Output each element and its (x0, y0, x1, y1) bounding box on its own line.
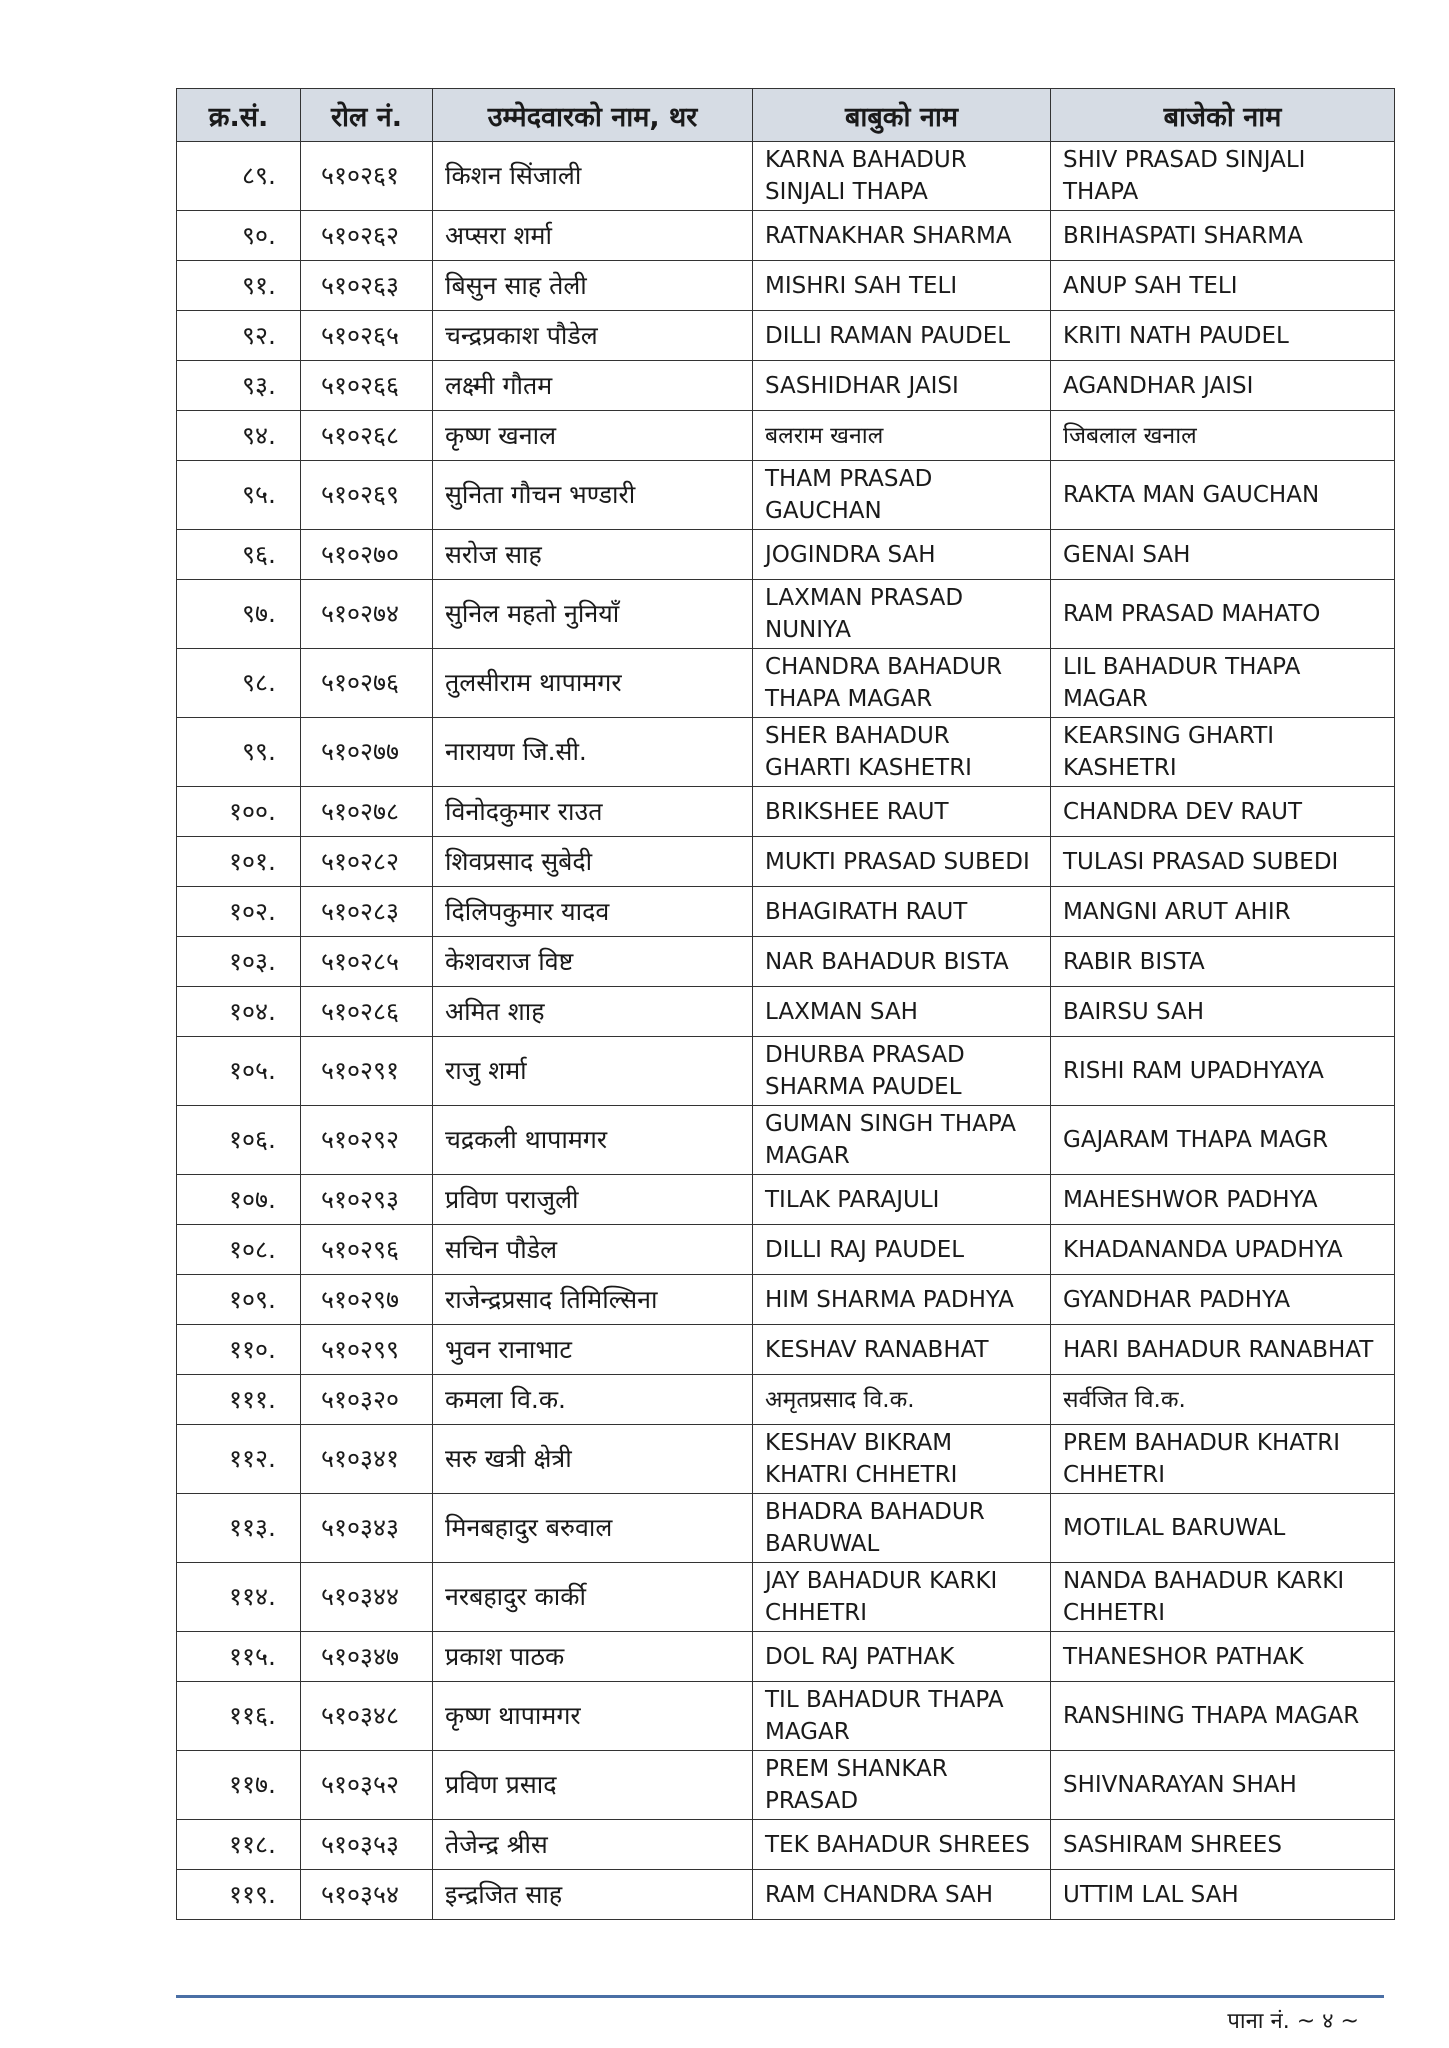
candidate-name-cell: कमला वि.क. (433, 1375, 753, 1425)
serial-cell: ९२. (177, 311, 301, 361)
table-row (177, 1425, 1395, 1494)
serial-cell: ९१. (177, 261, 301, 311)
page-number: पाना नं. ~ ४ ~ (1227, 2009, 1359, 2034)
father-name-cell: SASHIDHAR JAISI (753, 361, 1051, 411)
grandfather-name-cell: SHIVNARAYAN SHAH (1051, 1751, 1395, 1820)
table-row (177, 461, 1395, 530)
candidate-name-cell: अप्सरा शर्मा (433, 211, 753, 261)
table-row (177, 787, 1395, 837)
candidate-name-cell: सुनिल महतो नुनियाँ (433, 580, 753, 649)
father-name-cell: DHURBA PRASAD SHARMA PAUDEL (753, 1037, 1051, 1106)
candidate-name-cell: केशवराज विष्ट (433, 937, 753, 987)
grandfather-name-cell: RABIR BISTA (1051, 937, 1395, 987)
roll-cell: ५१०२७० (301, 530, 433, 580)
table-row (177, 837, 1395, 887)
serial-cell: ११०. (177, 1325, 301, 1375)
father-name-cell: BRIKSHEE RAUT (753, 787, 1051, 837)
father-name-cell: बलराम खनाल (753, 411, 1051, 461)
table-row (177, 1751, 1395, 1820)
results-table (176, 88, 1395, 1920)
grandfather-name-cell: LIL BAHADUR THAPA MAGAR (1051, 649, 1395, 718)
roll-cell: ५१०२६५ (301, 311, 433, 361)
grandfather-name-cell: RANSHING THAPA MAGAR (1051, 1682, 1395, 1751)
table-row (177, 1275, 1395, 1325)
father-name-cell: DILLI RAMAN PAUDEL (753, 311, 1051, 361)
roll-cell: ५१०२६३ (301, 261, 433, 311)
father-name-cell: MUKTI PRASAD SUBEDI (753, 837, 1051, 887)
table-header-row (177, 89, 1395, 142)
roll-cell: ५१०३४३ (301, 1494, 433, 1563)
table-row (177, 718, 1395, 787)
grandfather-name-cell: THANESHOR PATHAK (1051, 1632, 1395, 1682)
roll-cell: ५१०२६२ (301, 211, 433, 261)
candidate-name-cell: नारायण जि.सी. (433, 718, 753, 787)
father-name-cell: LAXMAN PRASAD NUNIYA (753, 580, 1051, 649)
father-name-cell: SHER BAHADUR GHARTI KASHETRI (753, 718, 1051, 787)
candidate-name-cell: प्रकाश पाठक (433, 1632, 753, 1682)
candidate-name-cell: अमित शाह (433, 987, 753, 1037)
candidate-name-cell: सुनिता गौचन भण्डारी (433, 461, 753, 530)
roll-cell: ५१०२९३ (301, 1175, 433, 1225)
father-name-cell: DILLI RAJ PAUDEL (753, 1225, 1051, 1275)
table-row (177, 530, 1395, 580)
candidate-name-cell: चन्द्रप्रकाश पौडेल (433, 311, 753, 361)
table-row (177, 1870, 1395, 1920)
table-row (177, 142, 1395, 211)
father-name-cell: NAR BAHADUR BISTA (753, 937, 1051, 987)
roll-cell: ५१०२७८ (301, 787, 433, 837)
father-name-cell: KESHAV RANABHAT (753, 1325, 1051, 1375)
serial-cell: ९३. (177, 361, 301, 411)
grandfather-name-cell: RAKTA MAN GAUCHAN (1051, 461, 1395, 530)
roll-cell: ५१०३५४ (301, 1870, 433, 1920)
roll-cell: ५१०२९२ (301, 1106, 433, 1175)
candidate-name-cell: सरोज साह (433, 530, 753, 580)
table-row (177, 649, 1395, 718)
serial-cell: १०२. (177, 887, 301, 937)
serial-cell: १०७. (177, 1175, 301, 1225)
grandfather-name-cell: KRITI NATH PAUDEL (1051, 311, 1395, 361)
father-name-cell: LAXMAN SAH (753, 987, 1051, 1037)
table-row (177, 1682, 1395, 1751)
serial-cell: १०६. (177, 1106, 301, 1175)
grandfather-name-cell: KHADANANDA UPADHYA (1051, 1225, 1395, 1275)
serial-cell: ९८. (177, 649, 301, 718)
grandfather-name-cell: AGANDHAR JAISI (1051, 361, 1395, 411)
candidate-name-cell: मिनबहादुर बरुवाल (433, 1494, 753, 1563)
father-name-cell: TILAK PARAJULI (753, 1175, 1051, 1225)
roll-cell: ५१०३४१ (301, 1425, 433, 1494)
roll-cell: ५१०२९६ (301, 1225, 433, 1275)
grandfather-name-cell: NANDA BAHADUR KARKI CHHETRI (1051, 1563, 1395, 1632)
serial-cell: ११७. (177, 1751, 301, 1820)
table-row (177, 311, 1395, 361)
father-name-cell: RAM CHANDRA SAH (753, 1870, 1051, 1920)
table-row (177, 1820, 1395, 1870)
serial-cell: ९७. (177, 580, 301, 649)
grandfather-name-cell: GENAI SAH (1051, 530, 1395, 580)
table-row (177, 1037, 1395, 1106)
header-roll: रोल नं. (301, 89, 433, 142)
serial-cell: ९४. (177, 411, 301, 461)
header-grandfather-name: बाजेको नाम (1051, 89, 1395, 142)
candidate-name-cell: तुलसीराम थापामगर (433, 649, 753, 718)
candidate-name-cell: भुवन रानाभाट (433, 1325, 753, 1375)
grandfather-name-cell: BAIRSU SAH (1051, 987, 1395, 1037)
grandfather-name-cell: BRIHASPATI SHARMA (1051, 211, 1395, 261)
father-name-cell: HIM SHARMA PADHYA (753, 1275, 1051, 1325)
father-name-cell: PREM SHANKAR PRASAD (753, 1751, 1051, 1820)
roll-cell: ५१०३४७ (301, 1632, 433, 1682)
serial-cell: ११२. (177, 1425, 301, 1494)
father-name-cell: MISHRI SAH TELI (753, 261, 1051, 311)
serial-cell: ११९. (177, 1870, 301, 1920)
candidate-name-cell: तेजेन्द्र श्रीस (433, 1820, 753, 1870)
candidate-name-cell: सरु खत्री क्षेत्री (433, 1425, 753, 1494)
roll-cell: ५१०३५२ (301, 1751, 433, 1820)
header-candidate-name: उम्मेदवारको नाम, थर (433, 89, 753, 142)
father-name-cell: TIL BAHADUR THAPA MAGAR (753, 1682, 1051, 1751)
father-name-cell: GUMAN SINGH THAPA MAGAR (753, 1106, 1051, 1175)
candidate-name-cell: बिसुन साह तेली (433, 261, 753, 311)
serial-cell: ११५. (177, 1632, 301, 1682)
father-name-cell: KESHAV BIKRAM KHATRI CHHETRI (753, 1425, 1051, 1494)
grandfather-name-cell: PREM BAHADUR KHATRI CHHETRI (1051, 1425, 1395, 1494)
roll-cell: ५१०२६६ (301, 361, 433, 411)
father-name-cell: अमृतप्रसाद वि.क. (753, 1375, 1051, 1425)
header-serial: क्र.सं. (177, 89, 301, 142)
table-row (177, 411, 1395, 461)
footer-rule (176, 1995, 1384, 1998)
roll-cell: ५१०२९१ (301, 1037, 433, 1106)
father-name-cell: THAM PRASAD GAUCHAN (753, 461, 1051, 530)
candidate-name-cell: शिवप्रसाद सुबेदी (433, 837, 753, 887)
candidate-name-cell: किशन सिंजाली (433, 142, 753, 211)
grandfather-name-cell: UTTIM LAL SAH (1051, 1870, 1395, 1920)
candidate-name-cell: राजेन्द्रप्रसाद तिमिल्सिना (433, 1275, 753, 1325)
roll-cell: ५१०२८३ (301, 887, 433, 937)
father-name-cell: RATNAKHAR SHARMA (753, 211, 1051, 261)
grandfather-name-cell: CHANDRA DEV RAUT (1051, 787, 1395, 837)
serial-cell: ११४. (177, 1563, 301, 1632)
roll-cell: ५१०३५३ (301, 1820, 433, 1870)
serial-cell: ११६. (177, 1682, 301, 1751)
candidate-name-cell: चद्रकली थापामगर (433, 1106, 753, 1175)
table-row (177, 1175, 1395, 1225)
table-row (177, 1494, 1395, 1563)
candidate-name-cell: प्रविण प्रसाद (433, 1751, 753, 1820)
father-name-cell: TEK BAHADUR SHREES (753, 1820, 1051, 1870)
grandfather-name-cell: सर्वजित वि.क. (1051, 1375, 1395, 1425)
father-name-cell: BHADRA BAHADUR BARUWAL (753, 1494, 1051, 1563)
serial-cell: ९०. (177, 211, 301, 261)
roll-cell: ५१०२८६ (301, 987, 433, 1037)
grandfather-name-cell: SHIV PRASAD SINJALI THAPA (1051, 142, 1395, 211)
serial-cell: १०५. (177, 1037, 301, 1106)
serial-cell: १०१. (177, 837, 301, 887)
serial-cell: ९५. (177, 461, 301, 530)
father-name-cell: JOGINDRA SAH (753, 530, 1051, 580)
header-father-name: बाबुको नाम (753, 89, 1051, 142)
roll-cell: ५१०२८५ (301, 937, 433, 987)
roll-cell: ५१०२८२ (301, 837, 433, 887)
grandfather-name-cell: ANUP SAH TELI (1051, 261, 1395, 311)
roll-cell: ५१०२९७ (301, 1275, 433, 1325)
candidate-name-cell: इन्द्रजित साह (433, 1870, 753, 1920)
grandfather-name-cell: KEARSING GHARTI KASHETRI (1051, 718, 1395, 787)
candidate-name-cell: प्रविण पराजुली (433, 1175, 753, 1225)
table-row (177, 580, 1395, 649)
table-row (177, 211, 1395, 261)
table-row (177, 1632, 1395, 1682)
grandfather-name-cell: SASHIRAM SHREES (1051, 1820, 1395, 1870)
table-row (177, 1225, 1395, 1275)
roll-cell: ५१०२७७ (301, 718, 433, 787)
roll-cell: ५१०३४४ (301, 1563, 433, 1632)
father-name-cell: BHAGIRATH RAUT (753, 887, 1051, 937)
serial-cell: ११३. (177, 1494, 301, 1563)
father-name-cell: JAY BAHADUR KARKI CHHETRI (753, 1563, 1051, 1632)
candidate-name-cell: दिलिपकुमार यादव (433, 887, 753, 937)
father-name-cell: CHANDRA BAHADUR THAPA MAGAR (753, 649, 1051, 718)
table-row (177, 1563, 1395, 1632)
roll-cell: ५१०३४८ (301, 1682, 433, 1751)
grandfather-name-cell: MOTILAL BARUWAL (1051, 1494, 1395, 1563)
grandfather-name-cell: GAJARAM THAPA MAGR (1051, 1106, 1395, 1175)
roll-cell: ५१०३२० (301, 1375, 433, 1425)
serial-cell: १०८. (177, 1225, 301, 1275)
serial-cell: १०३. (177, 937, 301, 987)
roll-cell: ५१०२७४ (301, 580, 433, 649)
table-row (177, 887, 1395, 937)
grandfather-name-cell: RAM PRASAD MAHATO (1051, 580, 1395, 649)
candidate-name-cell: कृष्ण खनाल (433, 411, 753, 461)
table-row (177, 261, 1395, 311)
grandfather-name-cell: HARI BAHADUR RANABHAT (1051, 1325, 1395, 1375)
serial-cell: १११. (177, 1375, 301, 1425)
roll-cell: ५१०२९९ (301, 1325, 433, 1375)
serial-cell: १००. (177, 787, 301, 837)
table-row (177, 1375, 1395, 1425)
table-row (177, 987, 1395, 1037)
candidate-name-cell: राजु शर्मा (433, 1037, 753, 1106)
serial-cell: १०४. (177, 987, 301, 1037)
serial-cell: ११८. (177, 1820, 301, 1870)
grandfather-name-cell: MANGNI ARUT AHIR (1051, 887, 1395, 937)
grandfather-name-cell: GYANDHAR PADHYA (1051, 1275, 1395, 1325)
serial-cell: १०९. (177, 1275, 301, 1325)
serial-cell: ९९. (177, 718, 301, 787)
father-name-cell: KARNA BAHADUR SINJALI THAPA (753, 142, 1051, 211)
serial-cell: ८९. (177, 142, 301, 211)
roll-cell: ५१०२६९ (301, 461, 433, 530)
serial-cell: ९६. (177, 530, 301, 580)
grandfather-name-cell: RISHI RAM UPADHYAYA (1051, 1037, 1395, 1106)
grandfather-name-cell: जिबलाल खनाल (1051, 411, 1395, 461)
grandfather-name-cell: TULASI PRASAD SUBEDI (1051, 837, 1395, 887)
table-row (177, 361, 1395, 411)
candidate-name-cell: कृष्ण थापामगर (433, 1682, 753, 1751)
candidate-name-cell: लक्ष्मी गौतम (433, 361, 753, 411)
grandfather-name-cell: MAHESHWOR PADHYA (1051, 1175, 1395, 1225)
father-name-cell: DOL RAJ PATHAK (753, 1632, 1051, 1682)
roll-cell: ५१०२७६ (301, 649, 433, 718)
candidate-name-cell: सचिन पौडेल (433, 1225, 753, 1275)
table-row (177, 1106, 1395, 1175)
roll-cell: ५१०२६८ (301, 411, 433, 461)
candidate-name-cell: नरबहादुर कार्की (433, 1563, 753, 1632)
table-row (177, 1325, 1395, 1375)
table-row (177, 937, 1395, 987)
candidate-name-cell: विनोदकुमार राउत (433, 787, 753, 837)
roll-cell: ५१०२६१ (301, 142, 433, 211)
